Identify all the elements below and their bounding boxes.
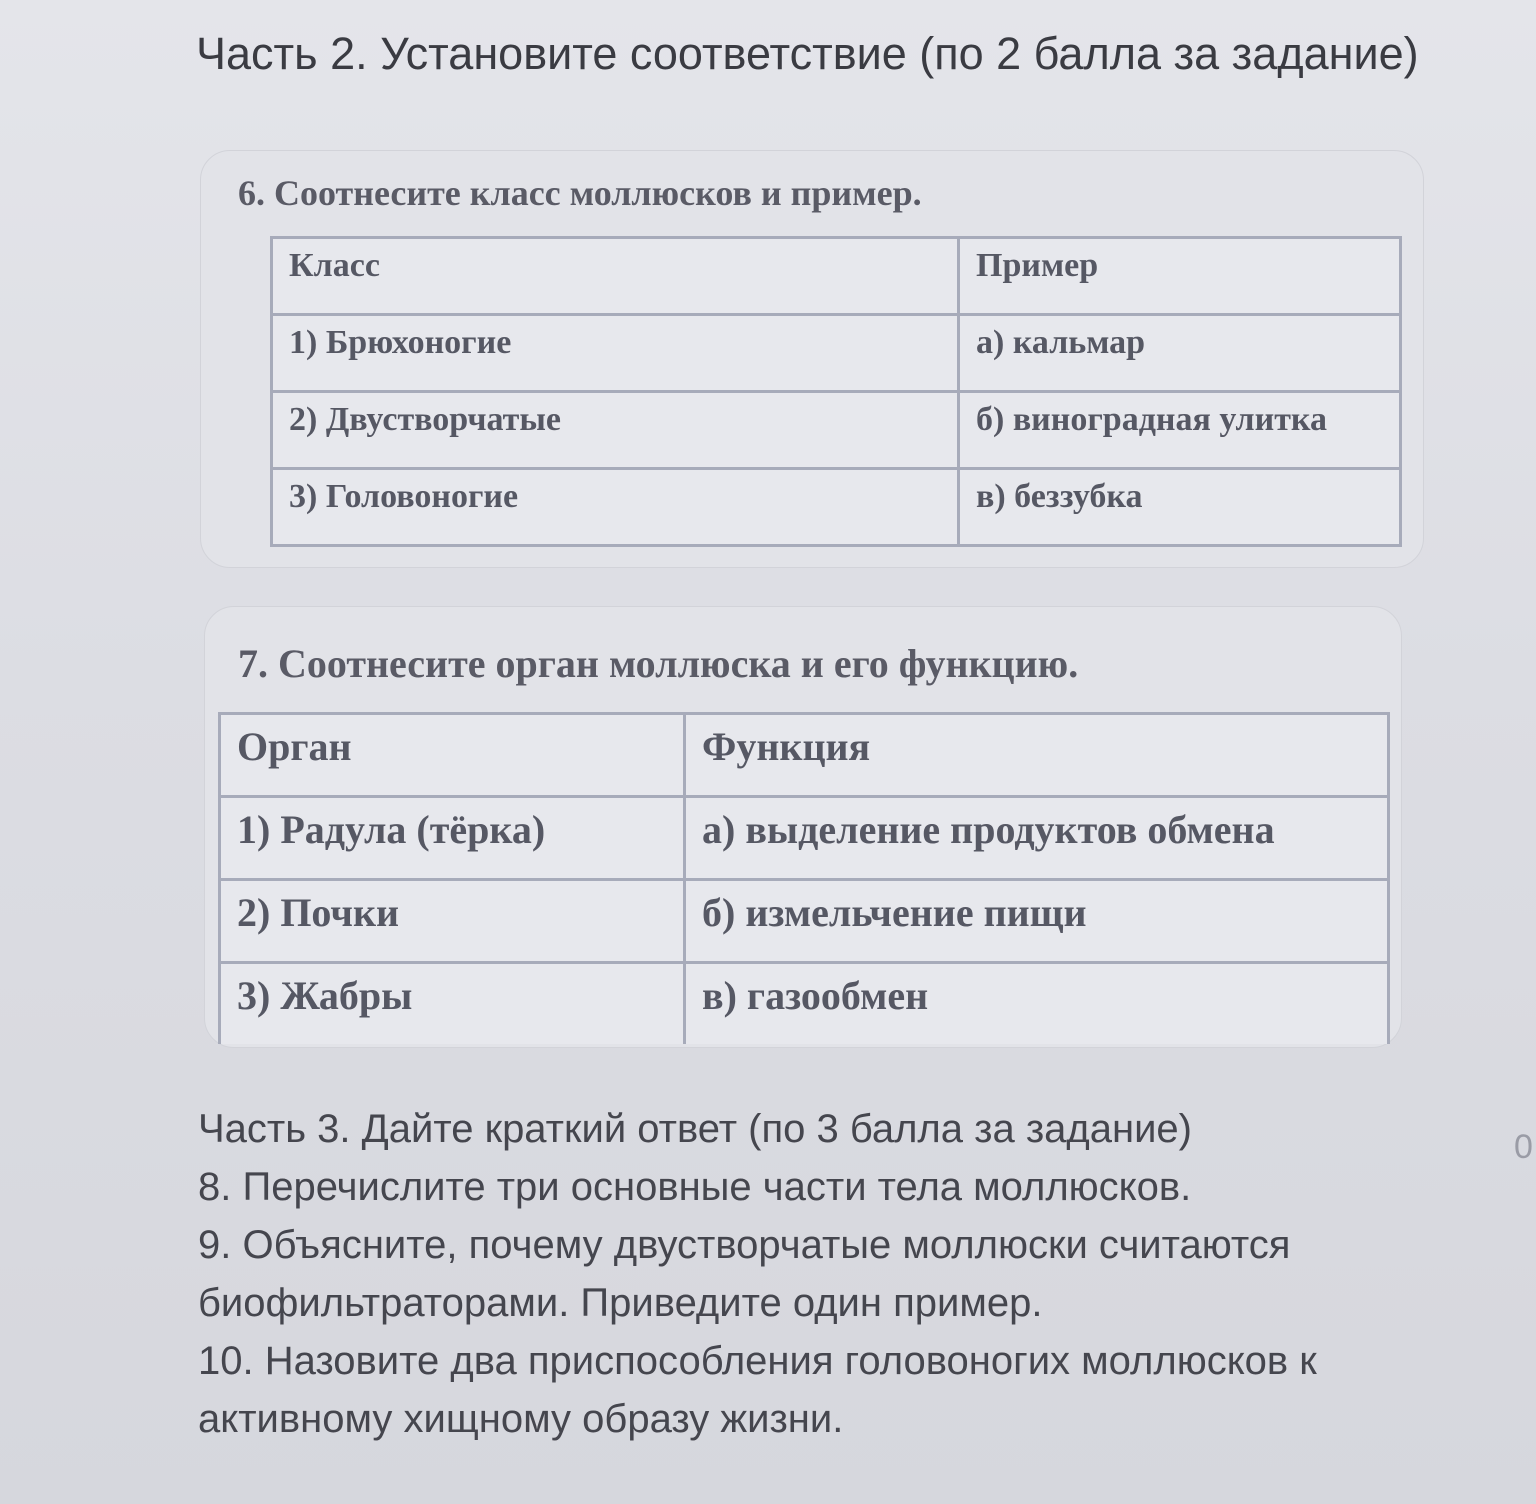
organ-cell: 2) Почки [220,880,685,963]
task7-title: 7. Соотнесите орган моллюска и его функцию. [238,641,1079,686]
table-row [272,469,1401,546]
class-cell: 3) Головоногие [272,469,959,546]
question-8: 8. Перечислите три основные части тела моллюсков. [198,1165,1192,1209]
table-row [272,315,1401,392]
example-cell: в) беззубка [959,469,1401,546]
example-cell: б) виноградная улитка [959,392,1401,469]
organ-cell: 1) Радула (тёрка) [220,797,685,880]
table-row [220,797,1389,880]
task6-title: 6. Соотнесите класс моллюсков и пример. [238,173,922,213]
task6-table [270,236,1402,547]
class-cell: 1) Брюхоногие [272,315,959,392]
part2-heading: Часть 2. Установите соответствие (по 2 балла за задание) [196,28,1419,79]
header-cell-example: Пример [959,238,1401,315]
edge-mark: 0 [1514,1128,1533,1166]
function-cell: в) газообмен [685,963,1389,1045]
header-cell-class: Класс [272,238,959,315]
example-cell: а) кальмар [959,315,1401,392]
table-header-row [220,714,1389,797]
organ-cell: 3) Жабры [220,963,685,1045]
header-cell-organ: Орган [220,714,685,797]
table-row [220,963,1389,1045]
header-cell-function: Функция [685,714,1389,797]
table-row [272,392,1401,469]
question-9: 9. Объясните, почему двустворчатые моллюски считаются биофильтраторами. Приведите один пример. [198,1223,1291,1325]
question-10: 10. Назовите два приспособления головоногих моллюсков к активному хищному образу жизни. [198,1339,1317,1441]
function-cell: б) измельчение пищи [685,880,1389,963]
table-row [220,880,1389,963]
class-cell: 2) Двустворчатые [272,392,959,469]
part3-heading: Часть 3. Дайте краткий ответ (по 3 балла за задание) [198,1107,1192,1151]
task7-table [218,712,1390,1044]
table-header-row [272,238,1401,315]
function-cell: а) выделение продуктов обмена [685,797,1389,880]
part3-section [198,1100,1488,1448]
